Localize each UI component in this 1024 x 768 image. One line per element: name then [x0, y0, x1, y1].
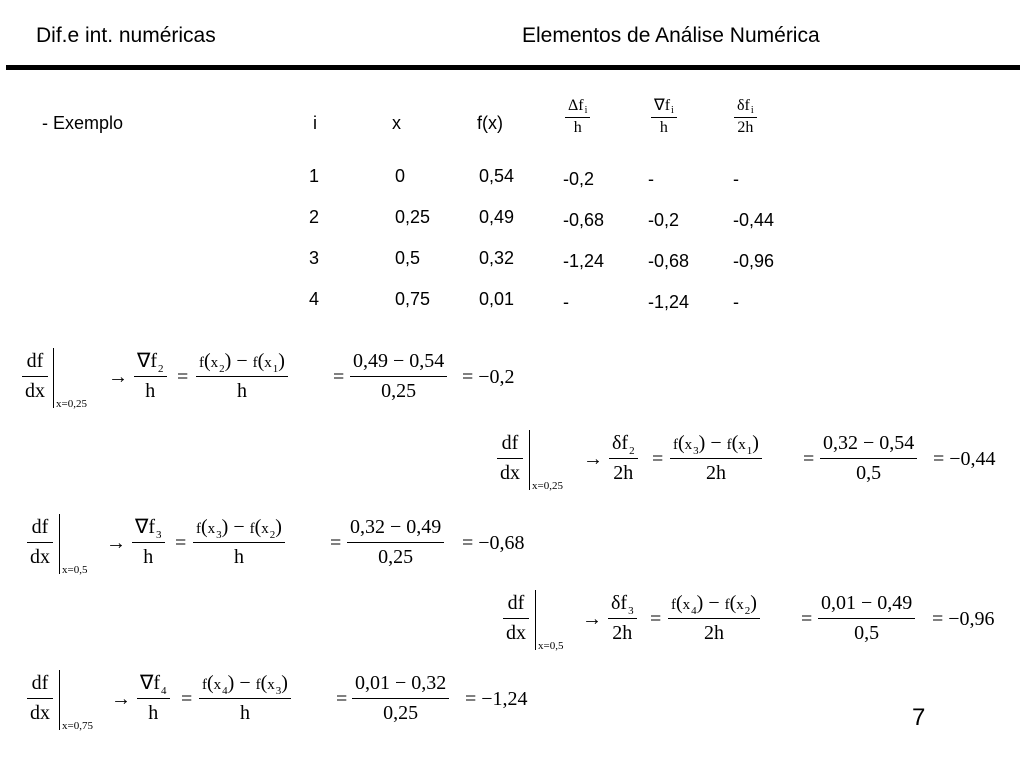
- cell-fx: 0,54: [479, 166, 515, 186]
- evaluation-point: x=0,25: [56, 398, 87, 410]
- evaluation-point: x=0,75: [62, 720, 93, 732]
- function-difference: $f(x_2) - f(x_1)$ h: [196, 351, 288, 401]
- evaluation-bar: [59, 670, 60, 730]
- difference-operator: $\delta f_2$ 2h: [609, 433, 638, 483]
- function-difference: $f(x_4) - f(x_3)$ h: [199, 673, 291, 723]
- numeric-fraction: 0,49 − 0,54 0,25: [350, 351, 447, 401]
- equals-sign: =: [330, 532, 342, 554]
- result: = −0,2: [462, 366, 515, 388]
- equals-sign: =: [801, 608, 813, 630]
- header-x: x: [392, 113, 401, 133]
- equals-sign: =: [333, 366, 345, 388]
- cell-central: -: [733, 169, 739, 189]
- evaluation-point: x=0,25: [532, 480, 563, 492]
- difference-operator: $\nabla f_4$ h: [137, 673, 170, 723]
- equals-sign: =: [803, 448, 815, 470]
- derivative-fraction: df dx: [497, 433, 523, 483]
- evaluation-bar: [53, 348, 54, 408]
- equals-sign: =: [336, 688, 348, 710]
- equals-sign: =: [177, 366, 189, 388]
- result: = −0,68: [462, 532, 525, 554]
- slide-title-left: Dif.e int. numéricas: [36, 24, 216, 47]
- evaluation-bar: [529, 430, 530, 490]
- evaluation-bar: [59, 514, 60, 574]
- header-fx: f(x): [477, 113, 503, 133]
- cell-forward: -0,2: [563, 169, 595, 189]
- cell-backward: -0,68: [648, 251, 690, 271]
- arrow: →: [583, 448, 603, 470]
- cell-forward: -0,68: [563, 210, 605, 230]
- cell-fx: 0,01: [479, 289, 515, 309]
- cell-forward: -: [563, 292, 569, 312]
- cell-x: 0,25: [395, 207, 431, 227]
- cell-fx: 0,32: [479, 248, 515, 268]
- header-central-difference: δfi 2h: [734, 98, 757, 136]
- derivative-fraction: df dx: [22, 351, 48, 401]
- example-label: - Exemplo: [42, 113, 124, 133]
- cell-x: 0,75: [395, 289, 431, 309]
- cell-backward: -0,2: [648, 210, 680, 230]
- derivative-fraction: df dx: [503, 593, 529, 643]
- function-difference: $f(x_4) - f(x_2)$ 2h: [668, 593, 760, 643]
- cell-central: -0,44: [733, 210, 775, 230]
- evaluation-point: x=0,5: [62, 564, 88, 576]
- equals-sign: =: [652, 448, 664, 470]
- cell-i: 2: [309, 207, 320, 227]
- function-difference: $f(x_3) - f(x_1)$ 2h: [670, 433, 762, 483]
- difference-operator: $\delta f_3$ 2h: [608, 593, 637, 643]
- cell-forward: -1,24: [563, 251, 605, 271]
- header-divider: [6, 65, 1020, 70]
- equals-sign: =: [181, 688, 193, 710]
- page-number: 7: [912, 704, 926, 731]
- function-difference: $f(x_3) - f(x_2)$ h: [193, 517, 285, 567]
- cell-backward: -1,24: [648, 292, 690, 312]
- header-i: i: [313, 113, 317, 133]
- cell-x: 0: [395, 166, 406, 186]
- cell-central: -: [733, 292, 739, 312]
- cell-central: -0,96: [733, 251, 775, 271]
- difference-operator: $\nabla f_2$ h: [134, 351, 167, 401]
- evaluation-point: x=0,5: [538, 640, 564, 652]
- arrow: →: [108, 366, 128, 388]
- arrow: →: [111, 688, 131, 710]
- equals-sign: =: [175, 532, 187, 554]
- result: = −1,24: [465, 688, 528, 710]
- numeric-fraction: 0,32 − 0,49 0,25: [347, 517, 444, 567]
- evaluation-bar: [535, 590, 536, 650]
- derivative-fraction: df dx: [27, 673, 53, 723]
- derivative-fraction: df dx: [27, 517, 53, 567]
- numeric-fraction: 0,01 − 0,49 0,5: [818, 593, 915, 643]
- cell-x: 0,5: [395, 248, 421, 268]
- cell-fx: 0,49: [479, 207, 515, 227]
- slide-title-right: Elementos de Análise Numérica: [522, 24, 820, 47]
- numeric-fraction: 0,32 − 0,54 0,5: [820, 433, 917, 483]
- result: = −0,44: [933, 448, 996, 470]
- difference-operator: $\nabla f_3$ h: [132, 517, 165, 567]
- result: = −0,96: [932, 608, 995, 630]
- numeric-fraction: 0,01 − 0,32 0,25: [352, 673, 449, 723]
- cell-i: 4: [309, 289, 320, 309]
- cell-i: 1: [309, 166, 320, 186]
- header-forward-difference: Δfi h: [565, 98, 590, 136]
- header-backward-difference: ∇fi h: [651, 98, 677, 136]
- arrow: →: [582, 608, 602, 630]
- cell-backward: -: [648, 169, 654, 189]
- equals-sign: =: [650, 608, 662, 630]
- arrow: →: [106, 532, 126, 554]
- cell-i: 3: [309, 248, 320, 268]
